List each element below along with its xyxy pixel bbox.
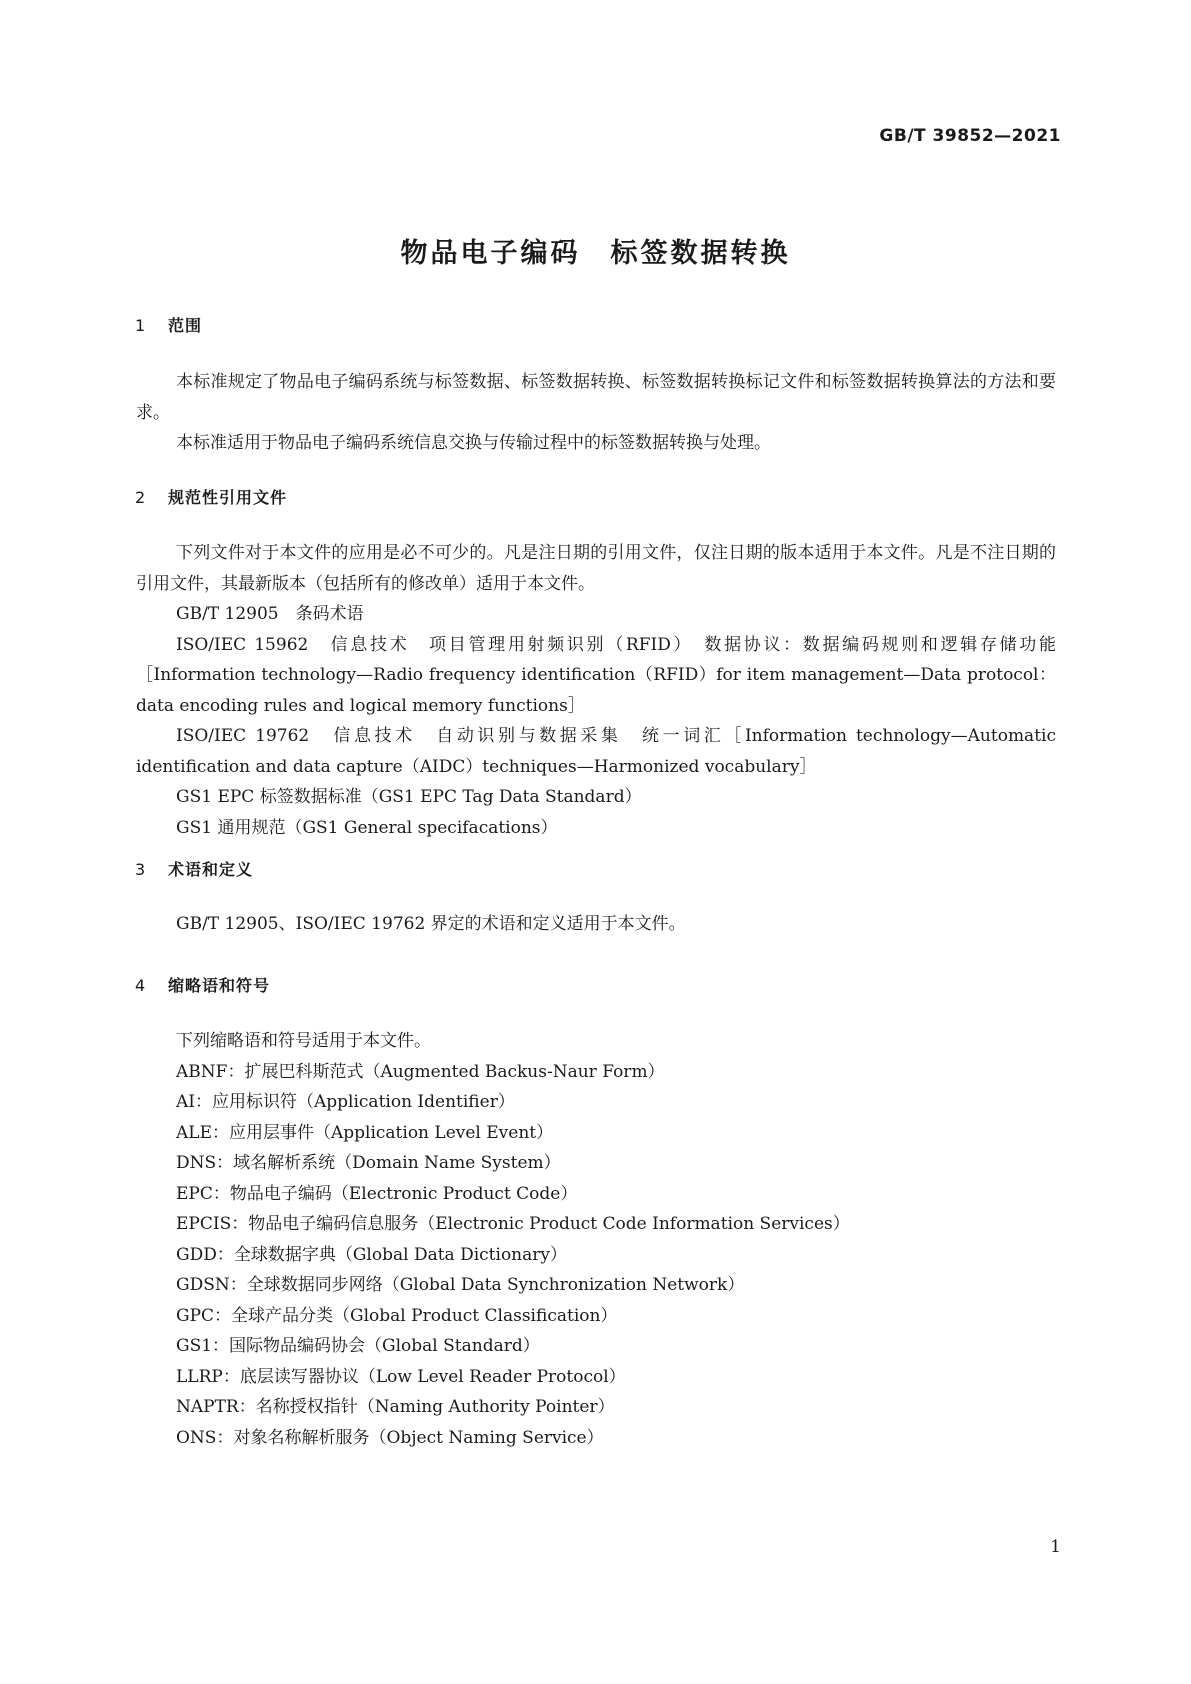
section-body-scope — [136, 367, 1056, 459]
abbreviation-item: EPC：物品电子编码（Electronic Product Code） — [176, 1183, 578, 1204]
section-title: 范围 — [168, 316, 203, 335]
paragraph: 本标准适用于物品电子编码系统信息交换与传输过程中的标签数据转换与处理。 — [176, 433, 771, 453]
section-title: 规范性引用文件 — [168, 488, 288, 507]
abbreviation-item: NAPTR：名称授权指针（Naming Authority Pointer） — [176, 1397, 615, 1417]
section-number: 2 — [135, 488, 147, 507]
reference-item: ISO/IEC 19762 信息技术 自动识别与数据采集 统一词汇［Information technology—Automatic identification and data capture（AIDC）techniques—Harmonized vocabulary］ — [136, 726, 1056, 777]
reference-item: GB/T 12905 条码术语 — [176, 604, 364, 624]
section-title: 术语和定义 — [168, 860, 254, 879]
paragraph: 下列文件对于本文件的应用是必不可少的。凡是注日期的引用文件，仅注日期的版本适用于本文件。凡是不注日期的引用文件，其最新版本（包括所有的修改单）适用于本文件。 — [136, 543, 1056, 594]
section-title: 缩略语和符号 — [168, 976, 271, 995]
abbreviation-item: ABNF：扩展巴科斯范式（Augmented Backus-Naur Form） — [176, 1061, 665, 1082]
abbreviation-item: GS1：国际物品编码协会（Global Standard） — [176, 1336, 540, 1356]
paragraph: GB/T 12905、ISO/IEC 19762 界定的术语和定义适用于本文件。 — [176, 914, 686, 934]
page-number: 1 — [1050, 1537, 1061, 1557]
reference-item: ISO/IEC 15962 信息技术 项目管理用射频识别（RFID） 数据协议：数据编码规则和逻辑存储功能［Information technology—Radio frequency identification（RFID）for item management—Data protocol：data encoding rules and logical memory functions］ — [136, 634, 1056, 716]
abbreviation-item: DNS：域名解析系统（Domain Name System） — [176, 1153, 561, 1173]
section-body-terms — [136, 909, 1056, 940]
section-heading-normative-references — [135, 485, 287, 508]
section-number: 1 — [135, 316, 147, 335]
abbreviation-item: LLRP：底层读写器协议（Low Level Reader Protocol） — [176, 1366, 626, 1387]
abbreviation-item: ALE：应用层事件（Application Level Event） — [176, 1122, 554, 1143]
section-number: 3 — [135, 860, 147, 879]
section-heading-terms — [135, 857, 253, 880]
section-body-abbreviations — [136, 1026, 1056, 1453]
abbreviation-item: EPCIS：物品电子编码信息服务（Electronic Product Code Information Services） — [176, 1214, 850, 1234]
abbreviation-item: AI：应用标识符（Application Identifier） — [176, 1092, 515, 1112]
standard-code: GB/T 39852—2021 — [879, 126, 1061, 146]
paragraph: 下列缩略语和符号适用于本文件。 — [176, 1031, 431, 1051]
section-heading-scope — [135, 313, 202, 336]
reference-item: GS1 EPC 标签数据标准（GS1 EPC Tag Data Standard） — [176, 787, 642, 807]
abbreviation-item: GPC：全球产品分类（Global Product Classification） — [176, 1305, 618, 1326]
section-body-normative-references — [136, 538, 1056, 843]
document-title: 物品电子编码 标签数据转换 — [400, 238, 791, 269]
reference-item: GS1 通用规范（GS1 General specifacations） — [176, 817, 558, 838]
abbreviation-item: GDD：全球数据字典（Global Data Dictionary） — [176, 1244, 567, 1265]
abbreviation-item: GDSN：全球数据同步网络（Global Data Synchronization Network） — [176, 1275, 745, 1295]
section-number: 4 — [135, 976, 147, 995]
paragraph: 本标准规定了物品电子编码系统与标签数据、标签数据转换、标签数据转换标记文件和标签数据转换算法的方法和要求。 — [136, 372, 1056, 423]
abbreviation-item: ONS：对象名称解析服务（Object Naming Service） — [176, 1427, 604, 1448]
section-heading-abbreviations — [135, 973, 270, 996]
